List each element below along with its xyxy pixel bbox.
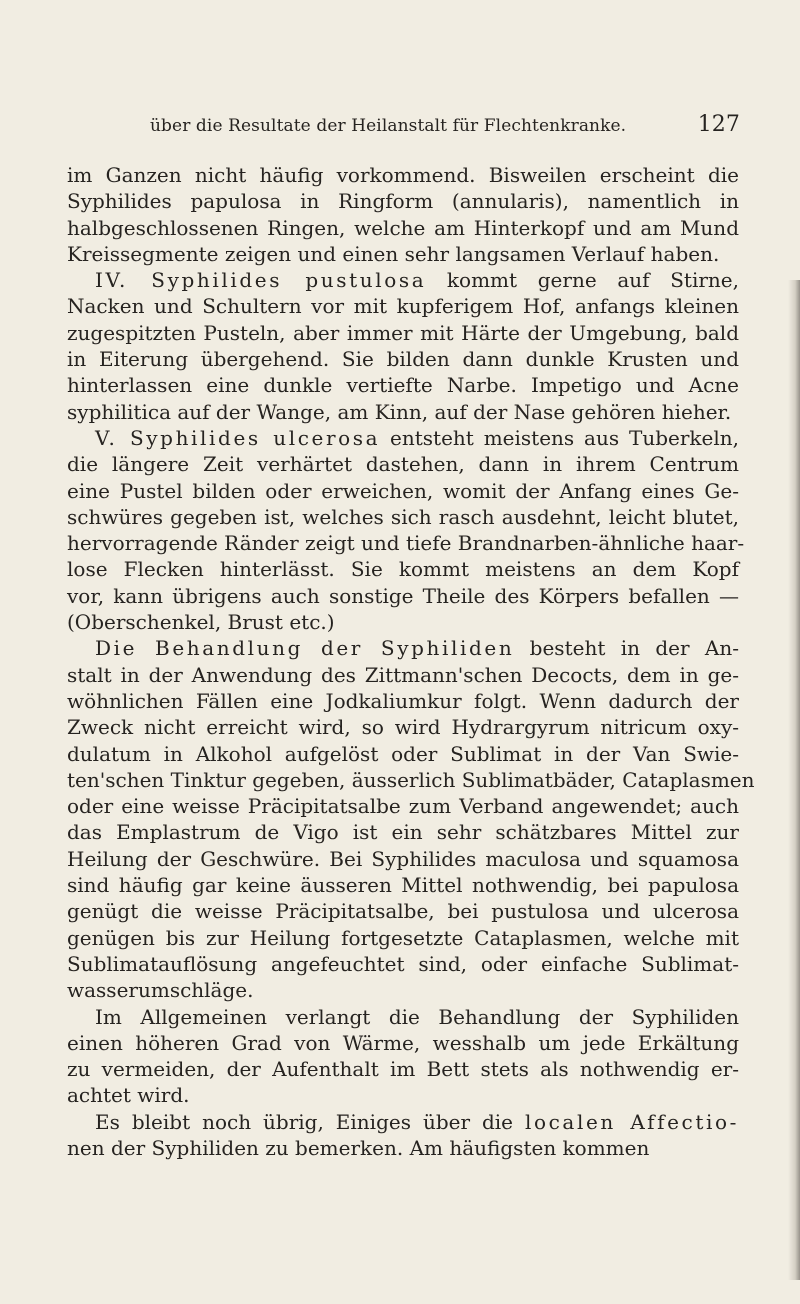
line-text: in Eiterung übergehend. Sie bilden dann dunkle Krusten und (67, 347, 739, 372)
line-text: lose Flecken hinterlässt. Sie kommt meistens an dem Kopf (67, 557, 739, 582)
line-text: halbgeschlossenen Ringen, welche am Hinterkopf und am Mund (67, 215, 739, 240)
line-text: schwüres gegeben ist, welches sich rasch ausdehnt, leicht blutet, (67, 504, 739, 529)
text-line (67, 241, 739, 267)
body-text (67, 162, 755, 1161)
text-line (67, 1135, 739, 1161)
line-text: wasserumschläge. (67, 978, 254, 1003)
text-line (67, 504, 739, 530)
text-line (67, 1082, 739, 1108)
line-text: entsteht meistens aus Tuberkeln, (380, 425, 739, 450)
line-text: Sublimatauflösung angefeuchtet sind, oder einfache Sublimat- (67, 951, 739, 976)
line-text: nen der Syphiliden zu bemerken. Am häufigsten kommen (67, 1135, 650, 1160)
text-line (67, 635, 739, 661)
text-line (67, 1056, 739, 1082)
text-line (67, 215, 739, 241)
line-text: dulatum in Alkohol aufgelöst oder Sublimat in der Van Swie- (67, 741, 739, 766)
line-text: sind häufig gar keine äusseren Mittel nothwendig, bei papulosa (67, 873, 739, 898)
text-line (67, 425, 739, 451)
running-title: über die Resultate der Heilanstalt für Flechtenkranke. (150, 116, 627, 136)
text-line (67, 688, 739, 714)
line-text: stalt in der Anwendung des Zittmann'schen Decocts, dem in ge- (67, 662, 739, 687)
line-text: Im Allgemeinen verlangt die Behandlung der Syphiliden (95, 1004, 739, 1029)
line-text: kommt gerne auf Stirne, (426, 268, 740, 293)
text-line (67, 925, 739, 951)
spaced-heading-text: V. Syphilides ulcerosa (95, 425, 381, 450)
line-text: genügen bis zur Heilung fortgesetzte Cataplasmen, welche mit (67, 925, 739, 950)
text-line (67, 1004, 739, 1030)
text-line (67, 162, 739, 188)
line-text: genügt die weisse Präcipitatsalbe, bei pustulosa und ulcerosa (67, 899, 739, 924)
text-line (67, 1030, 739, 1056)
text-line (67, 662, 739, 688)
text-line (67, 583, 739, 609)
line-text: das Emplastrum de Vigo ist ein sehr schätzbares Mittel zur (67, 820, 739, 845)
line-text: die längere Zeit verhärtet dastehen, dann in ihrem Centrum (67, 452, 739, 477)
text-line (67, 346, 739, 372)
line-text: (Oberschenkel, Brust etc.) (67, 610, 335, 635)
text-line (67, 714, 739, 740)
spaced-heading-text: Die Behandlung der Syphiliden (95, 636, 515, 661)
text-line (67, 399, 739, 425)
line-text: hervorragende Ränder zeigt und tiefe Brandnarben-ähnliche haar- (67, 531, 745, 556)
text-line (67, 556, 739, 582)
text-line (67, 767, 755, 793)
line-text: hinterlassen eine dunkle vertiefte Narbe. Impetigo und Acne (67, 373, 739, 398)
spaced-heading-text: IV. Syphilides pustulosa (95, 268, 427, 293)
line-text: einen höheren Grad von Wärme, wesshalb um jede Erkältung (67, 1030, 739, 1055)
line-text: Syphilides papulosa in Ringform (annularis), namentlich in (67, 189, 739, 214)
line-text: zu vermeiden, der Aufenthalt im Bett stets als nothwendig er- (67, 1057, 739, 1082)
text-line (67, 188, 739, 214)
running-header (150, 112, 740, 137)
text-line (67, 451, 739, 477)
line-text: ten'schen Tinktur gegeben, äusserlich Sublimatbäder, Cataplasmen (67, 767, 755, 792)
text-line (67, 977, 739, 1003)
text-line (67, 293, 739, 319)
line-text: eine Pustel bilden oder erweichen, womit der Anfang eines Ge- (67, 478, 739, 503)
text-line (67, 530, 745, 556)
line-text: achtet wird. (67, 1083, 190, 1108)
line-text: wöhnlichen Fällen eine Jodkaliumkur folgt. Wenn dadurch der (67, 688, 739, 713)
line-text: Zweck nicht erreicht wird, so wird Hydrargyrum nitricum oxy- (67, 715, 739, 740)
page-edge-shadow (788, 280, 800, 1280)
spaced-term-text: localen Affectio- (524, 1109, 739, 1134)
text-line (67, 320, 739, 346)
text-line (67, 1109, 739, 1135)
line-text: Heilung der Geschwüre. Bei Syphilides maculosa und squamosa (67, 846, 739, 871)
line-text: vor, kann übrigens auch sonstige Theile des Körpers befallen — (67, 583, 739, 608)
text-line (67, 478, 739, 504)
text-line (67, 741, 739, 767)
text-line (67, 609, 739, 635)
line-text: im Ganzen nicht häufig vorkommend. Bisweilen erscheint die (67, 163, 739, 187)
text-line (67, 898, 739, 924)
text-line (67, 267, 739, 293)
line-text: Nacken und Schultern vor mit kupferigem Hof, anfangs kleinen (67, 294, 739, 319)
line-text: oder eine weisse Präcipitatsalbe zum Verband angewendet; auch (67, 794, 739, 819)
page-number: 127 (697, 112, 740, 137)
line-text: Es bleibt noch übrig, Einiges über die (95, 1109, 525, 1134)
text-line (67, 819, 739, 845)
line-text: syphilitica auf der Wange, am Kinn, auf der Nase gehören hieher. (67, 399, 732, 424)
text-line (67, 372, 739, 398)
text-line (67, 793, 739, 819)
text-line (67, 846, 739, 872)
line-text: zugespitzten Pusteln, aber immer mit Härte der Umgebung, bald (67, 320, 739, 345)
text-line (67, 872, 739, 898)
text-line (67, 951, 739, 977)
line-text: besteht in der An- (514, 636, 739, 661)
line-text: Kreissegmente zeigen und einen sehr langsamen Verlauf haben. (67, 241, 720, 266)
